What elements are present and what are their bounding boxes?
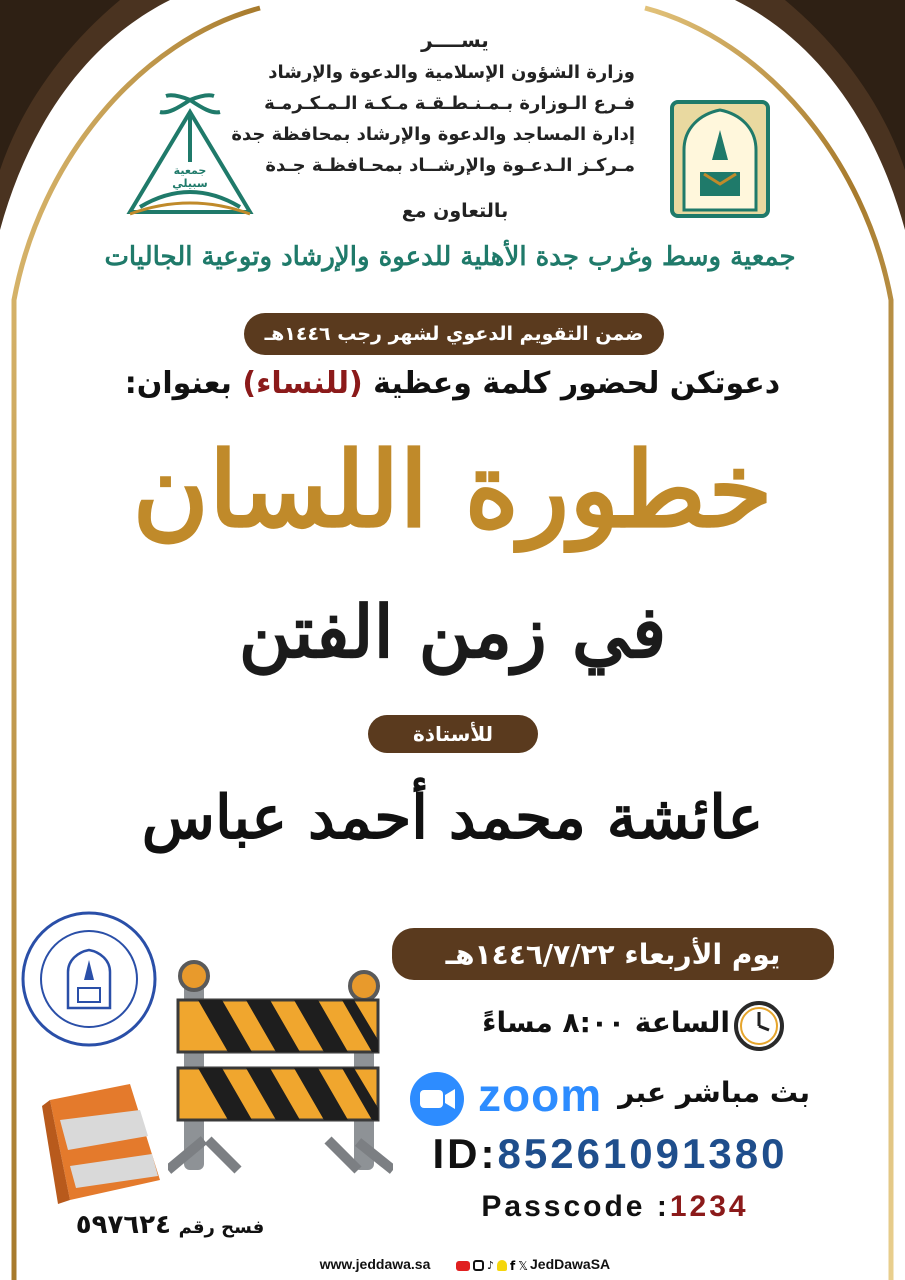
speaker-label-text: للأستاذة: [412, 722, 494, 746]
sabili-logo-text: جمعية سبيلي: [172, 164, 208, 190]
passcode-value: 1234: [669, 1190, 749, 1223]
social-handle[interactable]: JedDawaSA: [530, 1256, 611, 1272]
meeting-id-value: 85261091380: [497, 1130, 788, 1177]
passcode-line: [440, 1190, 790, 1224]
calendar-note-text: ضمن التقويم الدعوي لشهر رجب ١٤٤٦هـ: [264, 323, 644, 345]
ministry-emblem-icon: [670, 100, 770, 218]
lecture-title: خطورة اللسان: [132, 428, 773, 551]
tiktok-icon[interactable]: ♪: [487, 1259, 495, 1272]
x-icon[interactable]: 𝕏: [518, 1259, 528, 1273]
calendar-note-pill: [244, 313, 664, 355]
sabili-logo: [110, 92, 270, 222]
facebook-icon[interactable]: f: [510, 1259, 516, 1273]
meeting-id-label: ID:: [432, 1130, 498, 1177]
passcode-label: Passcode :: [481, 1190, 670, 1223]
invitation-suffix: بعنوان:: [124, 366, 243, 401]
permit-number: ٥٩٧٦٢٤: [75, 1210, 171, 1240]
traffic-cone-icon: [40, 1080, 165, 1205]
ministry-name: وزارة الشؤون الإسلامية والدعوة والإرشاد: [268, 62, 635, 83]
road-barrier-icon: [168, 960, 393, 1175]
zoom-wordmark: zoom: [478, 1069, 603, 1121]
invitation-line: [90, 366, 815, 401]
lecture-subtitle: في زمن الفتن: [238, 589, 667, 674]
cooperation-label: بالتعاون مع: [401, 200, 509, 222]
broadcast-label: بث مباشر عبر: [618, 1076, 810, 1109]
department-name: إدارة المساجد والدعوة والإرشاد بمحافظة جدة: [231, 124, 635, 145]
association-name: جمعية وسط وغرب جدة الأهلية للدعوة والإرشاد وتوعية الجاليات: [104, 242, 796, 272]
website-link[interactable]: www.jeddawa.sa: [319, 1256, 431, 1272]
meeting-id-line: [410, 1130, 810, 1178]
event-date: يوم الأربعاء ١٤٤٦/٧/٢٢هـ: [445, 937, 781, 971]
bismillah-text: يســــر: [421, 28, 489, 52]
social-icons: [456, 1259, 528, 1273]
date-pill: [392, 928, 834, 980]
event-time: الساعة ٨:٠٠ مساءً: [482, 1006, 730, 1039]
speaker-name: عائشة محمد أحمد عباس: [141, 783, 764, 853]
ministry-stamp-icon: [18, 908, 160, 1050]
invitation-highlight: (للنساء): [242, 366, 363, 401]
instagram-icon[interactable]: [473, 1260, 484, 1271]
permit-label: فسح رقم: [178, 1217, 265, 1238]
snapchat-icon[interactable]: [497, 1260, 507, 1271]
center-name: مـركـز الـدعـوة والإرشــاد بمحـافظـة جـدة: [265, 155, 635, 176]
zoom-camera-icon: [408, 1070, 466, 1128]
permit-line: [50, 1210, 290, 1240]
youtube-icon[interactable]: [456, 1261, 470, 1271]
branch-name: فـرع الـوزارة بـمـنـطـقـة مـكـة الـمـكـرمـة: [264, 93, 635, 114]
speaker-label-pill: [368, 715, 538, 753]
clock-icon: [733, 1000, 785, 1052]
invitation-prefix: دعوتكن لحضور كلمة وعظية: [362, 366, 781, 401]
